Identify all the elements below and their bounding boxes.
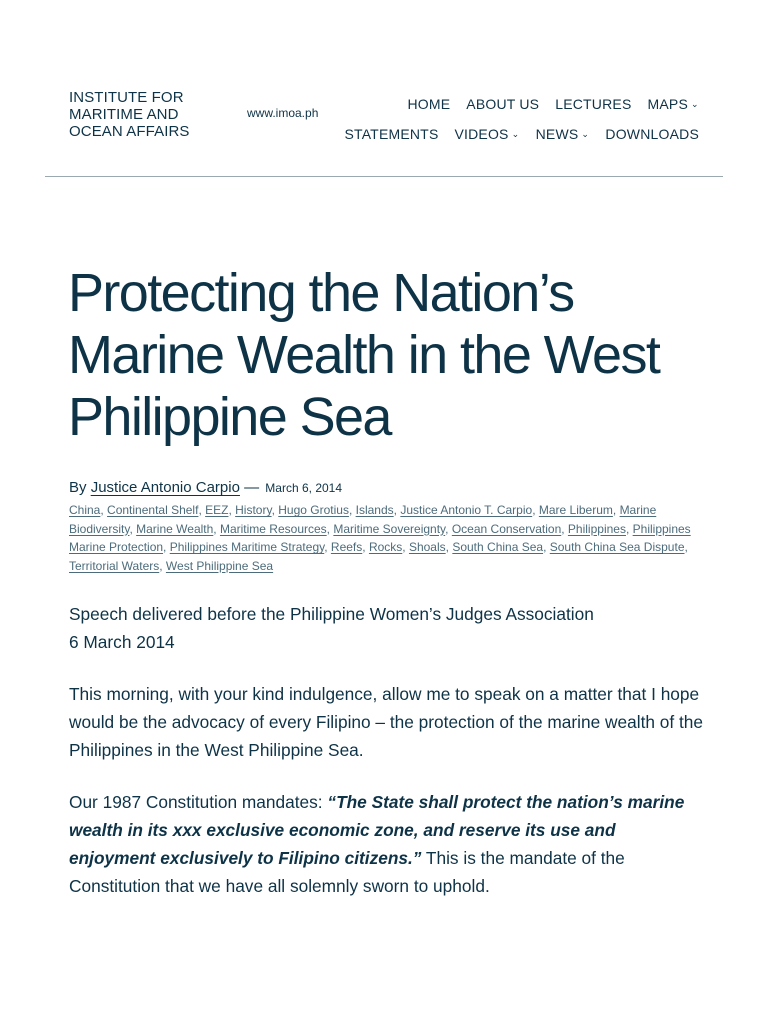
header-divider [45,176,723,177]
tag-separator: , [348,503,356,517]
tag-separator: , [445,521,452,536]
paragraph-text: This is the mandate of the Constitution that we have all solemnly sworn to uphold. [69,848,625,896]
tag-link[interactable]: West Philippine Sea [165,558,274,573]
main-navigation [339,89,699,149]
tag-link[interactable]: Ocean Conservation [451,521,562,536]
chevron-down-icon[interactable]: ⌄ [691,98,699,109]
paragraph: This morning, with your kind indulgence, allow me to speak on a matter that I hope would be the advocacy of every Filipino – the protection of the marine wealth of the Philippines in the West Philippine Sea. [69,684,704,760]
tag-link[interactable]: South China Sea Dispute [549,540,685,555]
tag-separator: , [324,540,331,555]
date-separator: — [244,479,260,496]
tag-link[interactable]: History [235,503,272,517]
tag-link[interactable]: Marine Wealth [136,521,214,536]
post-title: Protecting the Nation’s Marine Wealth in the West Philippine Sea [68,263,660,447]
tag-link[interactable]: Philippines Maritime Strategy [169,540,325,555]
tag-link[interactable]: South China Sea [452,540,544,555]
chevron-down-icon[interactable]: ⌄ [511,128,520,139]
tag-separator: , [543,540,550,555]
tag-separator: , [326,521,334,536]
byline-label: By [69,479,87,496]
nav-row-2 [339,119,699,149]
tag-separator: , [393,503,401,517]
tag-link[interactable]: Maritime Sovereignty [333,521,446,536]
author-link[interactable]: Justice Antonio Carpio [90,479,240,496]
paragraph-text: Our 1987 Constitution mandates: [69,792,328,812]
nav-item-videos[interactable]: VIDEOS ⌄ [454,126,520,142]
tag-separator: , [228,503,236,517]
tag-link[interactable]: Territorial Waters [69,558,160,573]
nav-item-home[interactable]: HOME [407,96,451,112]
chevron-down-icon[interactable]: ⌄ [581,128,590,139]
tag-link[interactable]: Philippines [567,521,626,536]
paragraph [69,788,705,900]
tag-separator: , [213,521,220,536]
tag-link[interactable]: Rocks [368,540,403,555]
tag-separator: , [684,540,688,555]
tag-link[interactable]: Hugo Grotius [278,503,349,517]
tag-link[interactable]: EEZ [205,503,229,517]
tag-separator: , [129,521,137,536]
site-tagline: www.imoa.ph [247,106,319,120]
tag-separator: , [271,503,279,517]
tag-separator: , [163,540,170,555]
nav-item-news[interactable]: NEWS ⌄ [535,126,590,142]
tag-separator: , [445,540,453,555]
tag-separator: , [198,503,206,517]
tag-separator: , [159,558,166,573]
site-header [0,0,768,177]
post-byline [69,479,342,497]
speech-intro [69,600,705,656]
intro-venue: Speech delivered before the Philippine Women’s Judges Association [69,604,594,624]
tag-link[interactable]: Philippines Marine Protection [69,521,691,555]
tag-link[interactable]: Shoals [408,540,446,555]
constitution-quote: “The State shall protect the nation’s marine wealth in its xxx exclusive economic zone, and reserve its use and enjoyment exclusively to Filipino citizens.” [69,792,685,868]
tag-link[interactable]: Marine Biodiversity [69,503,657,536]
nav-item-about-us[interactable]: ABOUT US [466,96,540,112]
tag-link[interactable]: Reefs [330,540,363,555]
nav-item-statements[interactable]: STATEMENTS [344,126,439,142]
post-date: March 6, 2014 [265,481,343,495]
tag-link[interactable]: Maritime Resources [219,521,327,536]
tag-link[interactable]: China [69,503,101,517]
tag-link[interactable]: Continental Shelf [107,503,199,517]
tag-separator: , [625,521,633,536]
nav-item-lectures[interactable]: LECTURES [555,96,632,112]
tag-link[interactable]: Mare Liberum [538,503,613,517]
nav-item-downloads[interactable]: DOWNLOADS [605,126,699,142]
nav-item-maps[interactable]: MAPS ⌄ [647,96,699,112]
tag-separator: , [612,503,620,517]
tag-separator: , [362,540,369,555]
tag-separator: , [532,503,539,517]
tag-separator: , [402,540,409,555]
tag-link[interactable]: Islands [355,503,394,517]
tag-link[interactable]: Justice Antonio T. Carpio [400,503,533,517]
post-content [69,600,705,924]
nav-row-1 [339,89,699,119]
site-title-link[interactable]: INSTITUTE FOR MARITIME AND OCEAN AFFAIRS [69,89,190,140]
post-tags [69,501,701,575]
tag-separator: , [561,521,568,536]
intro-date: 6 March 2014 [69,632,175,652]
tag-separator: , [100,503,108,517]
